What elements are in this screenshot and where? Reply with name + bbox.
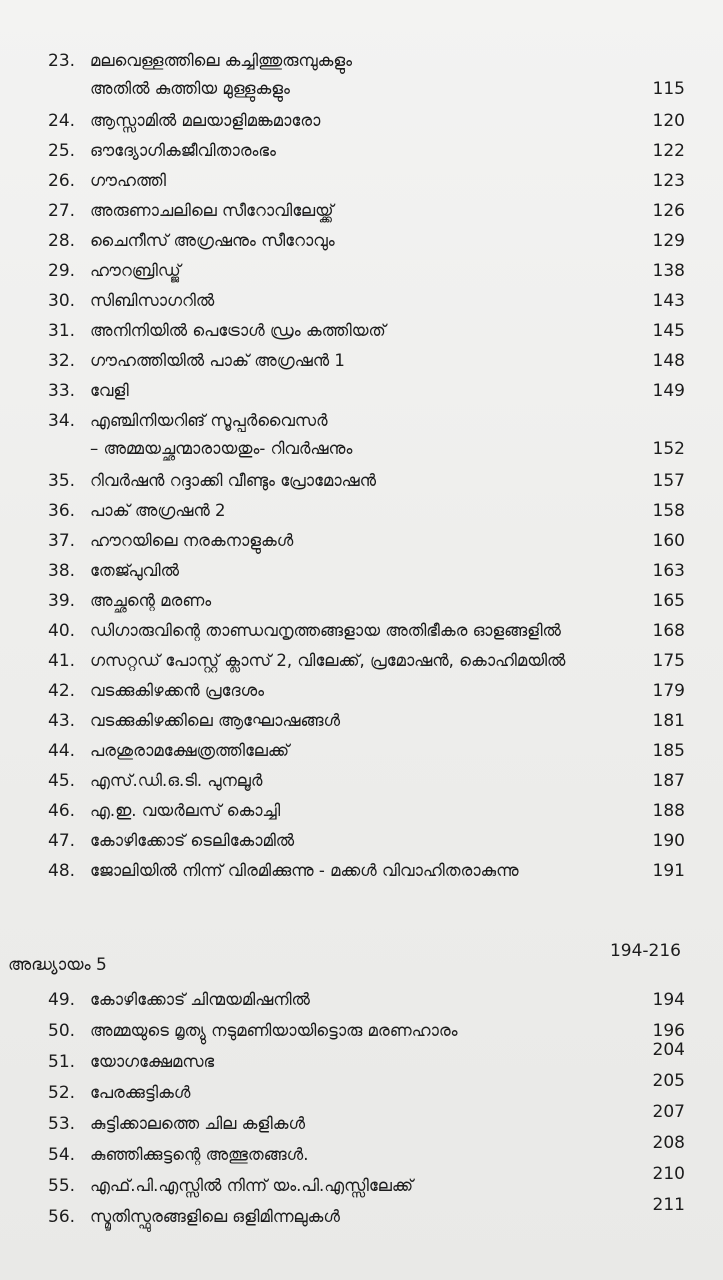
entry-page-number: 129 (652, 231, 685, 251)
entry-page-number: 152 (652, 439, 685, 459)
toc-entry (0, 316, 723, 346)
entry-number: 38. (48, 561, 76, 581)
entry-title: കുഞ്ഞിക്കുട്ടന്റെ അത്ഭുതങ്ങൾ. (90, 1145, 309, 1164)
entry-number: 37. (48, 531, 76, 551)
entry-title: എ.ഇ. വയർലസ് കൊച്ചി (90, 801, 281, 820)
entry-title: – അമ്മയച്ഛന്മാരായതും- റിവർഷനും (90, 439, 353, 458)
entry-title: അമ്മയുടെ മൃത്യു നടുമണിയായിട്ടൊരു മരണഹാരം (90, 1021, 458, 1040)
toc-entry (0, 466, 723, 496)
entry-title: അരുണാചലിലെ സീറോവിലേയ്ക്ക് (90, 201, 334, 220)
toc-entry (0, 676, 723, 706)
entry-title: ഡിഗാരുവിന്റെ താണ്ഡവനൃത്തങ്ങളായ അതിഭീകര ഓളങ്ങളിൽ (90, 621, 561, 640)
entry-title: വടക്കുകിഴക്കിലെ ആഘോഷങ്ങൾ (90, 711, 341, 730)
toc-entry (0, 406, 723, 459)
entry-number: 48. (48, 861, 76, 881)
toc-entry (0, 796, 723, 826)
entry-title: ജോലിയിൽ നിന്ന് വിരമിക്കുന്നു - മക്കൾ വിവാഹിതരാകുന്നു (90, 861, 519, 880)
entry-page-number: 163 (652, 561, 685, 581)
entry-number: 44. (48, 741, 76, 761)
toc-entry (0, 856, 723, 886)
entry-title: മലവെള്ളത്തിലെ കച്ചിത്തുരുമ്പുകളും (90, 51, 353, 70)
entry-number: 55. (48, 1176, 76, 1196)
toc-entry (0, 526, 723, 556)
entry-title: എഫ്.പി.എസ്സിൽ നിന്ന് യം.പി.എസ്സിലേക്ക് (90, 1176, 414, 1195)
entry-page-number: 115 (652, 79, 685, 99)
entry-page-number: 168 (652, 621, 685, 641)
entry-number: 42. (48, 681, 76, 701)
entry-page-number: 194 (652, 990, 685, 1010)
entry-title: ഹൗറയിലെ നരകനാളുകൾ (90, 531, 294, 550)
entry-number: 53. (48, 1114, 76, 1134)
entry-number: 47. (48, 831, 76, 851)
entry-title: പാക് അഗ്രഷൻ 2 (90, 501, 226, 520)
toc-entry (0, 226, 723, 256)
toc-entry (0, 1040, 723, 1077)
entry-number: 43. (48, 711, 76, 731)
entry-page-number: 157 (652, 471, 685, 491)
entry-title: അച്ഛന്റെ മരണം (90, 591, 212, 610)
entry-page-number: 179 (652, 681, 685, 701)
entry-number: 33. (48, 381, 76, 401)
toc-entry (0, 736, 723, 766)
entry-title: ആസ്സാമിൽ മലയാളിമങ്കമാരോ (90, 111, 321, 130)
entry-page-number: 207 (652, 1102, 685, 1122)
entry-page-number: 165 (652, 591, 685, 611)
toc-entry (0, 166, 723, 196)
entry-number: 35. (48, 471, 76, 491)
entry-number: 30. (48, 291, 76, 311)
entry-number: 54. (48, 1145, 76, 1165)
entry-title: ഹൗറബ്രിഡ്ജ് (90, 261, 181, 280)
toc-entry (0, 346, 723, 376)
entry-number: 40. (48, 621, 76, 641)
entry-number: 46. (48, 801, 76, 821)
entry-page-number: 211 (652, 1195, 685, 1215)
toc-entry (0, 556, 723, 586)
entry-page-number: 190 (652, 831, 685, 851)
entry-number: 28. (48, 231, 76, 251)
entry-page-number: 185 (652, 741, 685, 761)
entry-title: സിബിസാഗറിൽ (90, 291, 215, 310)
toc-entry (0, 1071, 723, 1108)
entry-title: കോഴിക്കോട് ടെലികോമിൽ (90, 831, 295, 850)
toc-entry (0, 706, 723, 736)
entry-number: 27. (48, 201, 76, 221)
entry-page-number: 160 (652, 531, 685, 551)
toc-entry (0, 646, 723, 676)
entry-number: 25. (48, 141, 76, 161)
entry-page-number: 126 (652, 201, 685, 221)
entry-number: 56. (48, 1207, 76, 1227)
toc-entry (0, 586, 723, 616)
toc-entry (0, 1164, 723, 1201)
entry-page-number: 148 (652, 351, 685, 371)
toc-entry (0, 985, 723, 1015)
entry-page-number: 145 (652, 321, 685, 341)
entry-number: 49. (48, 990, 76, 1010)
entry-number: 24. (48, 111, 76, 131)
entry-page-number: 120 (652, 111, 685, 131)
entry-number: 50. (48, 1021, 76, 1041)
entry-page-number: 205 (652, 1071, 685, 1091)
entry-page-number: 191 (652, 861, 685, 881)
toc-entry (0, 766, 723, 796)
entry-title: തേജ്പുവിൽ (90, 561, 180, 580)
entry-number: 29. (48, 261, 76, 281)
entry-number: 36. (48, 501, 76, 521)
toc-entry (0, 1133, 723, 1170)
toc-entry (0, 1016, 723, 1046)
entry-page-number: 143 (652, 291, 685, 311)
entry-number: 51. (48, 1052, 76, 1072)
entry-page-number: 187 (652, 771, 685, 791)
toc-entry (0, 136, 723, 166)
entry-page-number: 149 (652, 381, 685, 401)
entry-number: 45. (48, 771, 76, 791)
entry-page-number: 158 (652, 501, 685, 521)
entry-title: ഔദ്യോഗികജീവിതാരംഭം (90, 141, 276, 160)
entry-title: പരശുരാമക്ഷേത്രത്തിലേക്ക് (90, 741, 290, 760)
entry-title: അനിനിയിൽ പെട്രോൾ ഡ്രം കത്തിയത് (90, 321, 386, 340)
entry-page-number: 196 (652, 1021, 685, 1041)
chapter-page-range: 194-216 (609, 941, 681, 961)
entry-page-number: 188 (652, 801, 685, 821)
toc-entry (0, 106, 723, 136)
entry-title: ഗൗഹത്തിയിൽ പാക് അഗ്രഷൻ 1 (90, 351, 345, 370)
entry-title: റിവർഷൻ റദ്ദാക്കി വീണ്ടും പ്രോമോഷൻ (90, 471, 377, 490)
toc-entry (0, 286, 723, 316)
entry-title: എഞ്ചിനിയറിങ് സൂപ്പർവൈസർ (90, 411, 328, 430)
entry-number: 41. (48, 651, 76, 671)
entry-page-number: 138 (652, 261, 685, 281)
entry-page-number: 122 (652, 141, 685, 161)
toc-entry (0, 826, 723, 856)
entry-title: സ്മൃതിസ്ഫുരങ്ങളിലെ ഒളിമിന്നലുകൾ (90, 1207, 340, 1226)
entry-number: 31. (48, 321, 76, 341)
entry-page-number: 175 (652, 651, 685, 671)
chapter-heading: അദ്ധ്യായം 5 (8, 955, 107, 975)
toc-entry (0, 256, 723, 286)
entry-number: 32. (48, 351, 76, 371)
entry-title: യോഗക്ഷേമസഭ (90, 1052, 215, 1071)
entry-page-number: 204 (652, 1040, 685, 1060)
entry-title: ഗൗഹത്തി (90, 171, 166, 190)
entry-title: വേളി (90, 381, 129, 400)
entry-number: 23. (48, 51, 76, 71)
entry-title: പേരക്കുട്ടികൾ (90, 1083, 191, 1102)
entry-title: എസ്.ഡി.ഒ.ടി. പുനലൂർ (90, 771, 263, 790)
entry-title: ചൈനീസ് അഗ്രഷനും സീറോവും (90, 231, 335, 250)
entry-title: കോഴിക്കോട് ചിന്മയമിഷനിൽ (90, 990, 310, 1009)
toc-entry (0, 46, 723, 99)
entry-title: അതിൽ കുത്തിയ മുള്ളുകളും (90, 79, 290, 98)
toc-entry (0, 1102, 723, 1139)
entry-title: ഗസറ്റഡ് പോസ്റ്റ് ക്ലാസ് 2, വിലേക്ക്, പ്രമോഷൻ, കൊഹിമയിൽ (90, 651, 566, 670)
entry-number: 39. (48, 591, 76, 611)
entry-page-number: 181 (652, 711, 685, 731)
entry-number: 52. (48, 1083, 76, 1103)
toc-entry (0, 496, 723, 526)
toc-entry (0, 196, 723, 226)
entry-page-number: 123 (652, 171, 685, 191)
entry-title: കുട്ടിക്കാലത്തെ ചില കളികൾ (90, 1114, 306, 1133)
entry-page-number: 208 (652, 1133, 685, 1153)
entry-number: 34. (48, 411, 76, 431)
chapter-heading-row (0, 941, 723, 980)
entry-title: വടക്കുകിഴക്കൻ പ്രദേശം (90, 681, 265, 700)
toc-entry (0, 616, 723, 646)
toc-entry (0, 1195, 723, 1232)
entry-page-number: 210 (652, 1164, 685, 1184)
toc-entry (0, 376, 723, 406)
entry-number: 26. (48, 171, 76, 191)
